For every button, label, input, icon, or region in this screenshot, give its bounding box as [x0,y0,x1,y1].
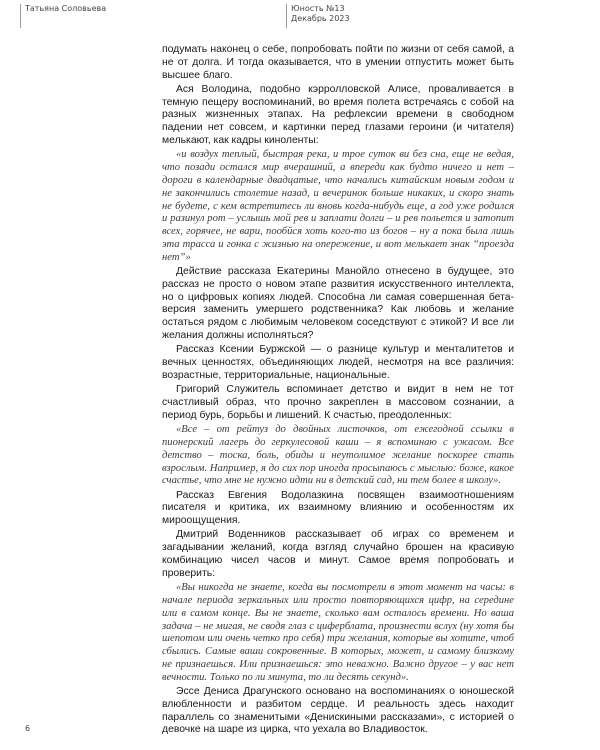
header-divider-left [20,4,21,28]
paragraph-vodolazkin: Рассказ Евгения Водолазкина посвящен взаимоотношениям писателя и критика, их взаимному влиянию и особенностям их мироощущения. [162,489,514,527]
page-number: 6 [25,724,31,733]
paragraph-volodina: Ася Володина, подобно кэрролловской Алисе, проваливается в темную пещеру воспоминаний, во время полета встречаясь с собой на разных жизненных этапах. На рефлексии времени в свободном падении нет совсем, и картинки перед глазами героини (и читателя) мелькают, как кадры киноленты: [162,83,514,147]
paragraph-dragunsky: Эссе Дениса Драгунского основано на воспоминаниях о юношеской влюбленности и разбитом сердце. И реальность здесь находит параллель со знаменитыми «Денискиными рассказами», с историей о девочке на шаре из цирка, что уехала во Владивосток. [162,686,514,736]
running-header [0,0,600,34]
header-magazine: Юность №13 [291,4,345,13]
paragraph-continuation: подумать наконец о себе, попробовать пойти по жизни от себя самой, а не от долга. И тогда оказывается, что в умении отпустить может быть высшее благо. [162,44,514,81]
article-body [162,44,514,739]
header-issue [291,4,350,24]
paragraph-manoylo: Действие рассказа Екатерины Манойло отнесено в будущее, это рассказ не просто о новом этапе развития искусственного интеллекта, но о цифровых копиях людей. Способна ли самая совершенная бета-версия заменить умершего родственника? Как любовь и желание остаться рядом с любимым человеком соседствуют с этикой? И все ли желания должны исполняться? [162,266,514,342]
paragraph-burzhskaya: Рассказ Ксении Буржской — о разнице культур и менталитетов и вечных ценностях, объединяющих людей, несмотря на все различия: возрастные, территориальные, национальные. [162,344,514,381]
paragraph-vodennikov: Дмитрий Воденников рассказывает об играх со временем и загадывании желаний, когда взгляд случайно брошен на красивую комбинацию чисел часов и минут. Самое время попробовать и проверить: [162,529,514,579]
paragraph-sluzhitel: Григорий Служитель вспоминает детство и видит в нем не тот счастливый образ, что прочно закреплен в массовом сознании, а период бурь, борьбы и лишений. К счастью, преодоленных: [162,384,514,421]
quote-vodennikov: «Вы никогда не знаете, когда вы посмотрели в этот момент на часы: в начале периода зеркальных или просто повторяющихся цифр, на середине или в самом конце. Вы не знаете, сколько вам осталось времени. Но ваша задача – не мигая, не сводя глаз с циферблата, произнести вслух (ну хотя бы шепотом или очень четко про себя) три желания, которые вы хотите, чтоб сбылись. Самые ваши сокровенные. В которых, может, и самому близкому не признаешься. Или признаешься: это неважно. Важно другое – у вас нет вечности. Только по ли минута, то ли десять секунд». [162,582,514,683]
header-author: Татьяна Соловьева [25,4,107,13]
header-date: Декабрь 2023 [291,14,350,23]
quote-sluzhitel: «Все – от рейтуз до двойных листочков, от ежегодной ссылки в пионерский лагерь до геркулесовой каши – я вспоминаю с ужасом. Все детство – тоска, боль, обиды и неутолимое желание поскорее стать взрослым. Например, я до сих пор иногда просыпаюсь с мыслью: боже, какое счастье, что мне не нужно идти ни в детский сад, ни тем более в школу». [162,424,514,487]
header-divider-right [286,4,287,28]
quote-volodina: «и воздух теплый, быстрая река, и трое суток ви без сна, еще не ведая, что позади остался мир вчерашний, а впереди как будто ничего и нет – дороги в календарные двадцатые, что начались китайским новым годом и не закончились столетие назад, и вечеринок больше никаких, и скоро знать не будете, с кем встретитесь ли вновь когда-нибудь еще, а год уже родился и разинул рот – услышь мой рев и заплати долги – и рев польется и затопит всех, горячее, не вари, пообйся хоть кого-то из богов – ну а пока была лишь эта трасса и гонка с жизнью на опережение, и вот мелькает знак “проезда нет”» [162,149,514,263]
